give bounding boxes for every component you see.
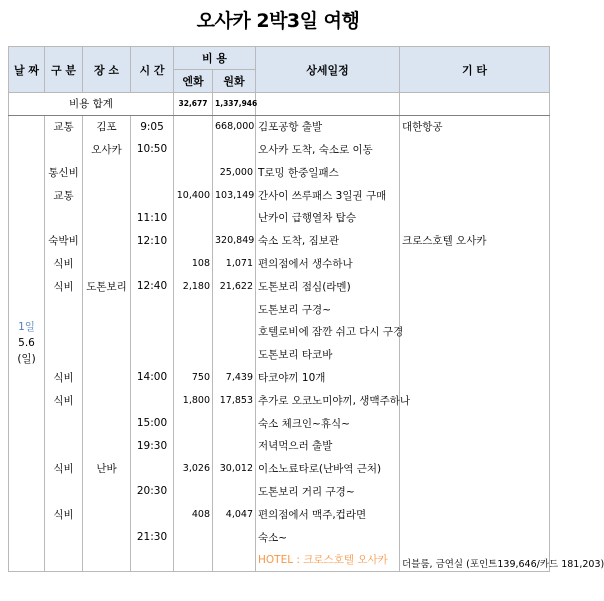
page-title: 오사카 2박3일 여행 xyxy=(196,10,360,32)
time-cell: 11:10 xyxy=(131,206,174,229)
etc-cell xyxy=(400,480,550,503)
krw-cell: 4,047 xyxy=(213,503,256,526)
category-cell: 식비 xyxy=(45,275,83,298)
header-row xyxy=(9,47,550,70)
table-row xyxy=(9,252,550,275)
etc-cell xyxy=(400,161,550,184)
jpy-cell xyxy=(174,161,213,184)
time-cell: 20:30 xyxy=(131,480,174,503)
krw-cell xyxy=(213,526,256,549)
table-row xyxy=(9,206,550,229)
category-cell xyxy=(45,412,83,435)
detail-cell: 이소노료타로(난바역 근처) xyxy=(256,457,400,480)
header-place: 장 소 xyxy=(83,47,131,93)
summary-krw-total: 1,337,946 xyxy=(213,93,256,116)
table-row xyxy=(9,161,550,184)
category-cell xyxy=(45,206,83,229)
category-cell xyxy=(45,480,83,503)
detail-cell: 타코야끼 10개 xyxy=(256,366,400,389)
detail-cell: 도톤보리 점심(라멘) xyxy=(256,275,400,298)
table-row xyxy=(9,548,550,571)
krw-cell xyxy=(213,480,256,503)
header-krw: 원화 xyxy=(213,70,256,93)
etc-cell xyxy=(400,252,550,275)
detail-cell: 호텔로비에 잠깐 쉬고 다시 구경 xyxy=(256,320,400,343)
time-cell xyxy=(131,161,174,184)
jpy-cell: 108 xyxy=(174,252,213,275)
krw-cell xyxy=(213,548,256,571)
etc-cell xyxy=(400,298,550,321)
category-cell: 숙박비 xyxy=(45,229,83,252)
krw-cell xyxy=(213,434,256,457)
jpy-cell xyxy=(174,480,213,503)
category-cell: 식비 xyxy=(45,366,83,389)
krw-cell xyxy=(213,412,256,435)
krw-cell xyxy=(213,320,256,343)
time-cell xyxy=(131,457,174,480)
jpy-cell xyxy=(174,434,213,457)
jpy-cell xyxy=(174,298,213,321)
etc-cell: 더블룸, 금연실 (포인트139,646/카드 181,203) xyxy=(400,548,550,571)
detail-cell: 오사카 도착, 숙소로 이동 xyxy=(256,138,400,161)
header-category: 구 분 xyxy=(45,47,83,93)
place-cell xyxy=(83,366,131,389)
krw-cell: 21,622 xyxy=(213,275,256,298)
time-cell xyxy=(131,184,174,207)
time-cell xyxy=(131,503,174,526)
header-cost: 비 용 xyxy=(174,47,256,70)
place-cell xyxy=(83,320,131,343)
summary-jpy-total: 32,677 xyxy=(174,93,213,116)
etc-cell xyxy=(400,184,550,207)
schedule-table xyxy=(8,46,604,572)
detail-cell: 숙소 체크인~휴식~ xyxy=(256,412,400,435)
table-row xyxy=(9,366,550,389)
category-cell: 교통 xyxy=(45,184,83,207)
detail-cell: 도톤보리 구경~ xyxy=(256,298,400,321)
krw-cell: 668,000 xyxy=(213,115,256,138)
time-cell: 12:10 xyxy=(131,229,174,252)
detail-cell: 김포공항 출발 xyxy=(256,115,400,138)
etc-cell: 대한항공 xyxy=(400,115,550,138)
category-cell: 통신비 xyxy=(45,161,83,184)
summary-etc-cell xyxy=(400,93,550,116)
place-cell: 오사카 xyxy=(83,138,131,161)
table-row xyxy=(9,434,550,457)
jpy-cell: 3,026 xyxy=(174,457,213,480)
table-row xyxy=(9,184,550,207)
place-cell xyxy=(83,252,131,275)
jpy-cell xyxy=(174,115,213,138)
jpy-cell xyxy=(174,206,213,229)
category-cell xyxy=(45,298,83,321)
header-time: 시 간 xyxy=(131,47,174,93)
category-cell: 교통 xyxy=(45,115,83,138)
detail-cell: 숙소~ xyxy=(256,526,400,549)
etc-cell: 크로스호텔 오사카 xyxy=(400,229,550,252)
jpy-cell xyxy=(174,320,213,343)
header-etc: 기 타 xyxy=(400,47,550,93)
table-row xyxy=(9,115,550,138)
time-cell: 9:05 xyxy=(131,115,174,138)
detail-cell: 편의점에서 맥주,컵라면 xyxy=(256,503,400,526)
krw-cell: 1,071 xyxy=(213,252,256,275)
time-cell: 21:30 xyxy=(131,526,174,549)
jpy-cell: 10,400 xyxy=(174,184,213,207)
etc-cell xyxy=(400,206,550,229)
table-row xyxy=(9,275,550,298)
category-cell: 식비 xyxy=(45,503,83,526)
krw-cell xyxy=(213,298,256,321)
time-cell xyxy=(131,298,174,321)
table-row xyxy=(9,412,550,435)
header-day: 날 짜 xyxy=(9,47,45,93)
table-row xyxy=(9,138,550,161)
place-cell xyxy=(83,526,131,549)
table-row xyxy=(9,320,550,343)
time-cell xyxy=(131,320,174,343)
time-cell xyxy=(131,343,174,366)
table-row xyxy=(9,480,550,503)
header-jpy: 엔화 xyxy=(174,70,213,93)
table-row xyxy=(9,389,550,412)
krw-cell: 7,439 xyxy=(213,366,256,389)
jpy-cell: 1,800 xyxy=(174,389,213,412)
summary-label: 비용 합계 xyxy=(9,93,174,116)
etc-cell xyxy=(400,412,550,435)
detail-cell: HOTEL : 크로스호텔 오사카 xyxy=(256,548,400,571)
place-cell xyxy=(83,389,131,412)
time-cell: 15:00 xyxy=(131,412,174,435)
detail-cell: 간사이 쓰루패스 3일권 구매 xyxy=(256,184,400,207)
krw-cell xyxy=(213,343,256,366)
detail-cell: 숙소 도착, 짐보관 xyxy=(256,229,400,252)
place-cell xyxy=(83,503,131,526)
day-label: 1일 xyxy=(18,321,35,334)
category-cell: 식비 xyxy=(45,389,83,412)
detail-cell: 도톤보리 타코바 xyxy=(256,343,400,366)
place-cell xyxy=(83,161,131,184)
category-cell xyxy=(45,343,83,366)
place-cell xyxy=(83,548,131,571)
place-cell xyxy=(83,480,131,503)
table-row xyxy=(9,343,550,366)
summary-detail-cell xyxy=(256,93,400,116)
place-cell xyxy=(83,184,131,207)
time-cell: 14:00 xyxy=(131,366,174,389)
summary-row xyxy=(9,93,550,116)
category-cell: 식비 xyxy=(45,252,83,275)
jpy-cell xyxy=(174,138,213,161)
time-cell: 19:30 xyxy=(131,434,174,457)
detail-cell: 난카이 급행열차 탑승 xyxy=(256,206,400,229)
krw-cell: 320,849 xyxy=(213,229,256,252)
place-cell xyxy=(83,298,131,321)
place-cell: 도톤보리 xyxy=(83,275,131,298)
time-cell: 12:40 xyxy=(131,275,174,298)
etc-cell xyxy=(400,457,550,480)
header-detail: 상세일정 xyxy=(256,47,400,93)
place-cell: 난바 xyxy=(83,457,131,480)
time-cell xyxy=(131,252,174,275)
jpy-cell: 408 xyxy=(174,503,213,526)
day-date: 5.6 xyxy=(18,337,35,350)
etc-cell xyxy=(400,138,550,161)
detail-cell: 편의점에서 생수하나 xyxy=(256,252,400,275)
etc-cell xyxy=(400,389,550,412)
time-cell xyxy=(131,548,174,571)
table-row xyxy=(9,298,550,321)
category-cell xyxy=(45,548,83,571)
etc-cell xyxy=(400,275,550,298)
jpy-cell xyxy=(174,412,213,435)
table-row xyxy=(9,457,550,480)
category-cell xyxy=(45,526,83,549)
place-cell xyxy=(83,206,131,229)
krw-cell: 25,000 xyxy=(213,161,256,184)
etc-cell xyxy=(400,366,550,389)
krw-cell: 17,853 xyxy=(213,389,256,412)
krw-cell: 30,012 xyxy=(213,457,256,480)
time-cell: 10:50 xyxy=(131,138,174,161)
place-cell: 김포 xyxy=(83,115,131,138)
detail-cell: 도톤보리 거리 구경~ xyxy=(256,480,400,503)
krw-cell: 103,149 xyxy=(213,184,256,207)
table-row xyxy=(9,526,550,549)
table-row xyxy=(9,229,550,252)
table-row xyxy=(9,503,550,526)
category-cell: 식비 xyxy=(45,457,83,480)
detail-cell: 추가로 오코노미야끼, 생맥주하나 xyxy=(256,389,400,412)
etc-cell xyxy=(400,503,550,526)
jpy-cell: 750 xyxy=(174,366,213,389)
detail-cell: 저녁먹으러 출발 xyxy=(256,434,400,457)
jpy-cell xyxy=(174,548,213,571)
etc-cell xyxy=(400,434,550,457)
detail-cell: T로밍 한중일패스 xyxy=(256,161,400,184)
category-cell xyxy=(45,138,83,161)
place-cell xyxy=(83,229,131,252)
etc-cell xyxy=(400,343,550,366)
jpy-cell xyxy=(174,343,213,366)
day-weekday: (일) xyxy=(17,353,36,366)
category-cell xyxy=(45,434,83,457)
jpy-cell xyxy=(174,229,213,252)
krw-cell xyxy=(213,138,256,161)
place-cell xyxy=(83,343,131,366)
etc-cell xyxy=(400,526,550,549)
place-cell xyxy=(83,412,131,435)
category-cell xyxy=(45,320,83,343)
day-cell xyxy=(9,115,45,571)
jpy-cell: 2,180 xyxy=(174,275,213,298)
jpy-cell xyxy=(174,526,213,549)
time-cell xyxy=(131,389,174,412)
etc-cell xyxy=(400,320,550,343)
krw-cell xyxy=(213,206,256,229)
place-cell xyxy=(83,434,131,457)
